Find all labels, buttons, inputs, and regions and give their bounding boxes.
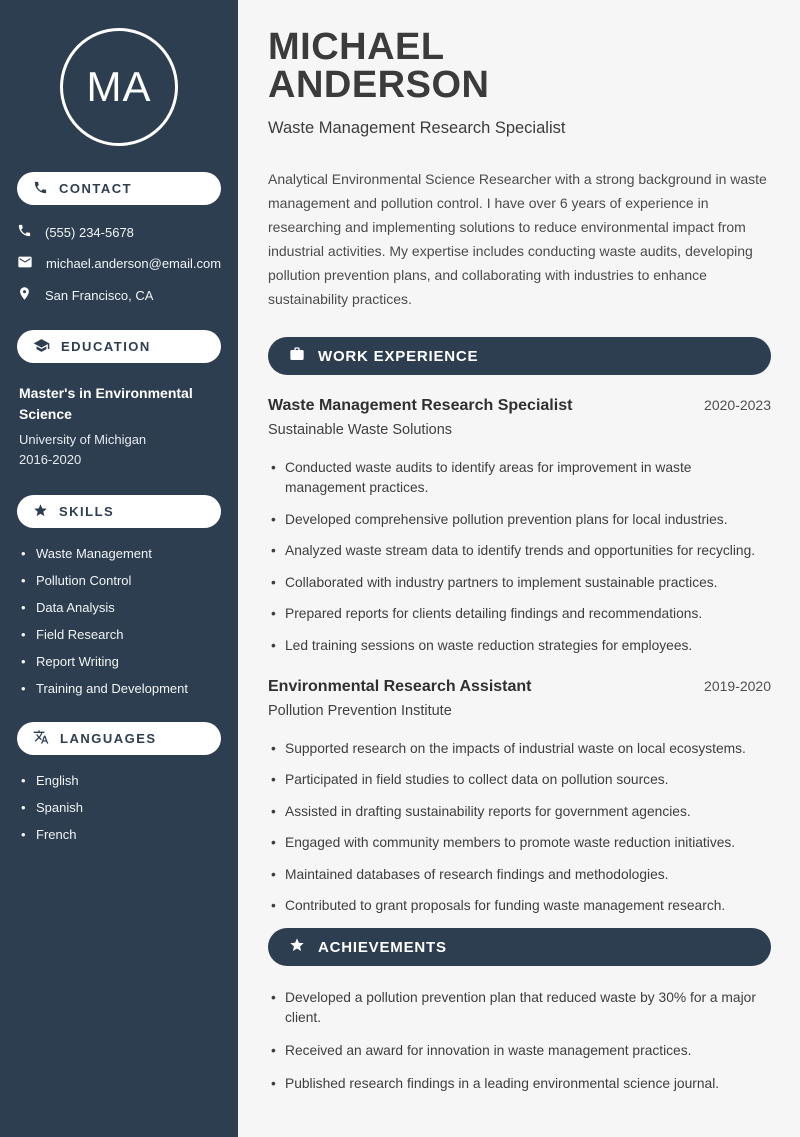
contact-heading-label: CONTACT bbox=[59, 181, 133, 196]
achievements-heading-label: ACHIEVEMENTS bbox=[318, 938, 447, 956]
education-entry bbox=[17, 381, 221, 469]
name-heading bbox=[268, 28, 771, 104]
contact-location bbox=[17, 286, 221, 304]
first-name: MICHAEL bbox=[268, 26, 445, 68]
job-bullet-list bbox=[268, 458, 771, 656]
contact-list bbox=[17, 223, 221, 304]
language-item: • English bbox=[21, 773, 221, 788]
graduation-cap-icon bbox=[33, 337, 50, 357]
job-bullet: • Assisted in drafting sustainability reports for government agencies. bbox=[268, 802, 771, 822]
location-pin-icon bbox=[17, 286, 32, 304]
job-header bbox=[268, 397, 771, 415]
job-entry bbox=[268, 397, 771, 656]
education-section-header bbox=[17, 330, 221, 363]
achievement-item: • Received an award for innovation in waste management practices. bbox=[268, 1041, 771, 1061]
achievements-header bbox=[268, 928, 771, 966]
mail-icon bbox=[17, 254, 33, 273]
job-bullet-list bbox=[268, 739, 771, 917]
star-icon bbox=[33, 503, 48, 521]
skill-item: • Waste Management bbox=[21, 546, 221, 561]
job-header bbox=[268, 678, 771, 696]
languages-section-header bbox=[17, 722, 221, 755]
job-bullet: • Participated in field studies to collect data on pollution sources. bbox=[268, 770, 771, 790]
language-item: • Spanish bbox=[21, 800, 221, 815]
work-experience-header bbox=[268, 337, 771, 375]
skill-item: • Data Analysis bbox=[21, 600, 221, 615]
avatar bbox=[60, 28, 178, 146]
professional-title: Waste Management Research Specialist bbox=[268, 119, 566, 137]
phone-icon bbox=[17, 223, 32, 241]
languages-section bbox=[17, 722, 221, 842]
contact-email-value: michael.anderson@email.com bbox=[46, 256, 222, 271]
job-bullet: • Conducted waste audits to identify areas for improvement in waste management practices. bbox=[268, 458, 771, 498]
education-degree: Master's in Environmental Science bbox=[19, 385, 193, 422]
job-title: Waste Management Research Specialist bbox=[268, 397, 573, 415]
main-content bbox=[238, 0, 800, 1137]
education-years: 2016-2020 bbox=[19, 451, 82, 467]
avatar-initials: MA bbox=[86, 63, 152, 110]
job-bullet: • Contributed to grant proposals for funding waste management research. bbox=[268, 896, 771, 916]
achievement-item: • Developed a pollution prevention plan that reduced waste by 30% for a major client. bbox=[268, 988, 771, 1028]
skills-list bbox=[17, 546, 221, 696]
job-dates: 2020-2023 bbox=[704, 397, 771, 414]
education-section bbox=[17, 330, 221, 469]
languages-heading-label: LANGUAGES bbox=[60, 731, 157, 746]
star-icon bbox=[289, 937, 305, 957]
job-company: Pollution Prevention Institute bbox=[268, 702, 452, 719]
briefcase-icon bbox=[289, 346, 305, 366]
achievement-item: • Published research findings in a leading environmental science journal. bbox=[268, 1074, 771, 1094]
translate-icon bbox=[33, 729, 49, 748]
job-title: Environmental Research Assistant bbox=[268, 677, 532, 695]
contact-phone bbox=[17, 223, 221, 241]
skill-item: • Report Writing bbox=[21, 654, 221, 669]
achievements-list bbox=[268, 988, 771, 1094]
skills-section-header bbox=[17, 495, 221, 528]
languages-list bbox=[17, 773, 221, 842]
skill-item: • Pollution Control bbox=[21, 573, 221, 588]
job-entry bbox=[268, 678, 771, 917]
contact-email bbox=[17, 254, 221, 273]
job-bullet: • Collaborated with industry partners to implement sustainable practices. bbox=[268, 573, 771, 593]
language-item: • French bbox=[21, 827, 221, 842]
phone-icon bbox=[33, 180, 48, 198]
work-experience-heading-label: WORK EXPERIENCE bbox=[318, 347, 479, 365]
job-bullet: • Engaged with community members to promote waste reduction initiatives. bbox=[268, 833, 771, 853]
job-bullet: • Led training sessions on waste reduction strategies for employees. bbox=[268, 636, 771, 656]
profile-summary: Analytical Environmental Science Researcher with a strong background in waste management and pollution control. I have over 6 years of experience in researching and implementing solutions to reduce environmental impact from industrial activities. My expertise includes conducting waste audits, developing pollution prevention plans, and collaborating with industries to enhance sustainability practices. bbox=[268, 171, 767, 308]
job-bullet: • Analyzed waste stream data to identify trends and opportunities for recycling. bbox=[268, 541, 771, 561]
education-heading-label: EDUCATION bbox=[61, 339, 151, 354]
skill-item: • Training and Development bbox=[21, 681, 221, 696]
skill-item: • Field Research bbox=[21, 627, 221, 642]
skills-section bbox=[17, 495, 221, 696]
job-dates: 2019-2020 bbox=[704, 677, 771, 694]
last-name: ANDERSON bbox=[268, 64, 490, 106]
job-bullet: • Developed comprehensive pollution prevention plans for local industries. bbox=[268, 510, 771, 530]
skills-heading-label: SKILLS bbox=[59, 504, 115, 519]
contact-section-header bbox=[17, 172, 221, 205]
education-school: University of Michigan bbox=[19, 432, 147, 447]
contact-section bbox=[17, 172, 221, 304]
sidebar bbox=[0, 0, 238, 1137]
job-bullet: • Maintained databases of research findings and methodologies. bbox=[268, 865, 771, 885]
job-bullet: • Supported research on the impacts of industrial waste on local ecosystems. bbox=[268, 739, 771, 759]
contact-phone-value: (555) 234-5678 bbox=[45, 224, 134, 240]
contact-location-value: San Francisco, CA bbox=[45, 287, 154, 303]
job-bullet: • Prepared reports for clients detailing findings and recommendations. bbox=[268, 604, 771, 624]
job-company: Sustainable Waste Solutions bbox=[268, 422, 453, 439]
